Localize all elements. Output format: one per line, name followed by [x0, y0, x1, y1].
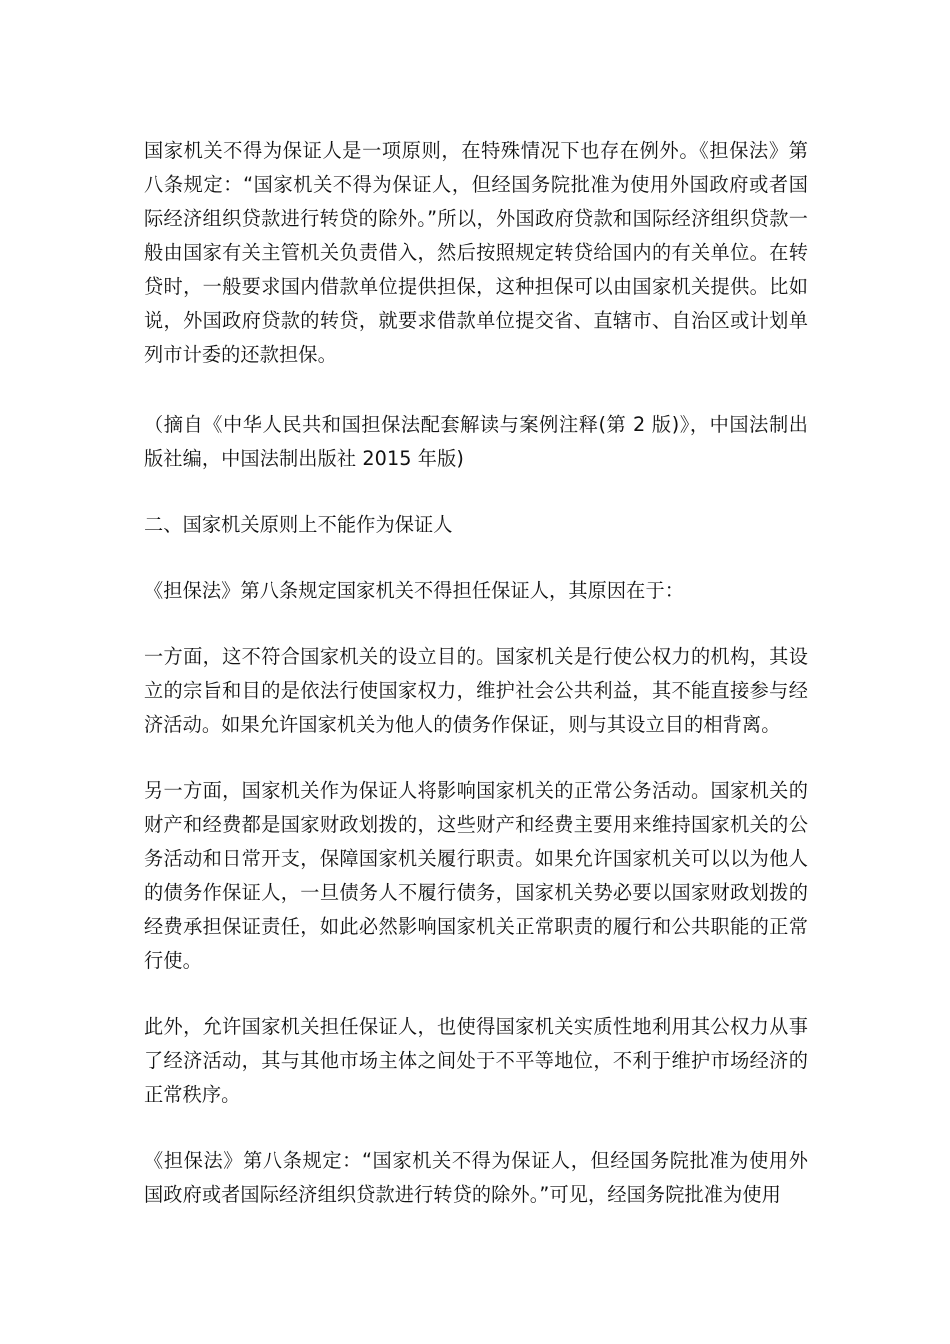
document-body — [144, 134, 808, 1212]
paragraph-reason-purpose: 一方面，这不符合国家机关的设立目的。国家机关是行使公权力的机构，其设立的宗旨和目的是依法行使国家权力，维护社会公共利益，其不能直接参与经济活动。如果允许国家机关为他人的债务作保证，则与其设立目的相背离。 — [144, 645, 808, 736]
paragraph-article-eight: 《担保法》第八条规定：“国家机关不得为保证人，但经国务院批准为使用外国政府或者国际经济组织贷款进行转贷的除外。”可见，经国务院批准为使用 — [144, 1149, 808, 1206]
paragraph-exception-rule: 国家机关不得为保证人是一项原则，在特殊情况下也存在例外。《担保法》第八条规定：“国家机关不得为保证人，但经国务院批准为使用外国政府或者国际经济组织贷款进行转贷的除外。”所以，外国政府贷款和国际经济组织贷款一般由国家有关主管机关负责借入，然后按照规定转贷给国内的有关单位。在转贷时，一般要求国内借款单位提供担保，这种担保可以由国家机关提供。比如说，外国政府贷款的转贷，就要求借款单位提交省、直辖市、自治区或计划单列市计委的还款担保。 — [144, 139, 808, 366]
paragraph-reason-duties: 另一方面，国家机关作为保证人将影响国家机关的正常公务活动。国家机关的财产和经费都是国家财政划拨的，这些财产和经费主要用来维持国家机关的公务活动和日常开支，保障国家机关履行职责。如果允许国家机关可以以为他人的债务作保证人，一旦债务人不履行债务，国家机关势必要以国家财政划拨的经费承担保证责任，如此必然影响国家机关正常职责的履行和公共职能的正常行使。 — [144, 779, 808, 972]
paragraph-reason-market: 此外，允许国家机关担任保证人，也使得国家机关实质性地利用其公权力从事了经济活动，其与其他市场主体之间处于不平等地位，不利于维护市场经济的正常秩序。 — [144, 1015, 808, 1106]
paragraph-citation: （摘自《中华人民共和国担保法配套解读与案例注释(第 2 版)》，中国法制出版社编，中国法制出版社 2015 年版) — [144, 413, 808, 470]
section-heading: 二、国家机关原则上不能作为保证人 — [144, 513, 453, 536]
paragraph-reason-intro: 《担保法》第八条规定国家机关不得担任保证人，其原因在于： — [144, 579, 685, 602]
